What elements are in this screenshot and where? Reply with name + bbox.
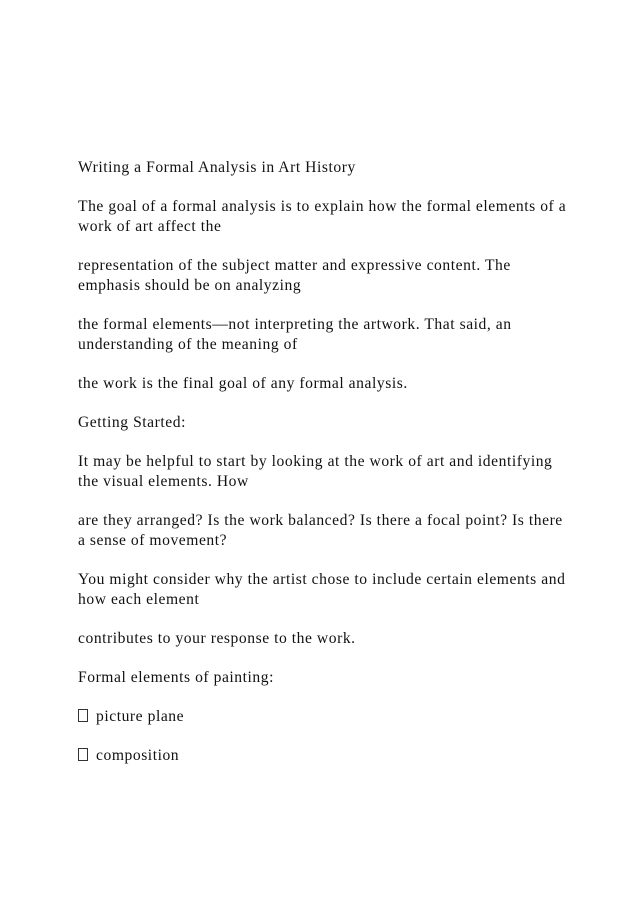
missing-glyph-box-icon [78, 748, 88, 761]
document-body [78, 158, 568, 785]
section-heading-getting-started: Getting Started: [78, 414, 186, 431]
bullet-item [78, 746, 568, 766]
paragraph: The goal of a formal analysis is to explain how the formal elements of a work of art affect the [78, 198, 567, 235]
section-heading-formal-elements: Formal elements of painting: [78, 669, 274, 686]
paragraph: the work is the final goal of any formal analysis. [78, 375, 408, 392]
missing-glyph-box-icon [78, 709, 88, 722]
paragraph: are they arranged? Is the work balanced? Is there a focal point? Is there a sense of movement? [78, 512, 563, 549]
paragraph: contributes to your response to the work. [78, 630, 356, 647]
document-title: Writing a Formal Analysis in Art History [78, 159, 356, 176]
paragraph: the formal elements—not interpreting the artwork. That said, an understanding of the meaning of [78, 316, 512, 353]
bullet-text: composition [96, 747, 180, 764]
bullet-text: picture plane [96, 708, 185, 725]
paragraph: It may be helpful to start by looking at the work of art and identifying the visual elements. How [78, 453, 553, 490]
paragraph: You might consider why the artist chose to include certain elements and how each element [78, 571, 566, 608]
paragraph: representation of the subject matter and expressive content. The emphasis should be on analyzing [78, 257, 511, 294]
bullet-item [78, 707, 568, 727]
